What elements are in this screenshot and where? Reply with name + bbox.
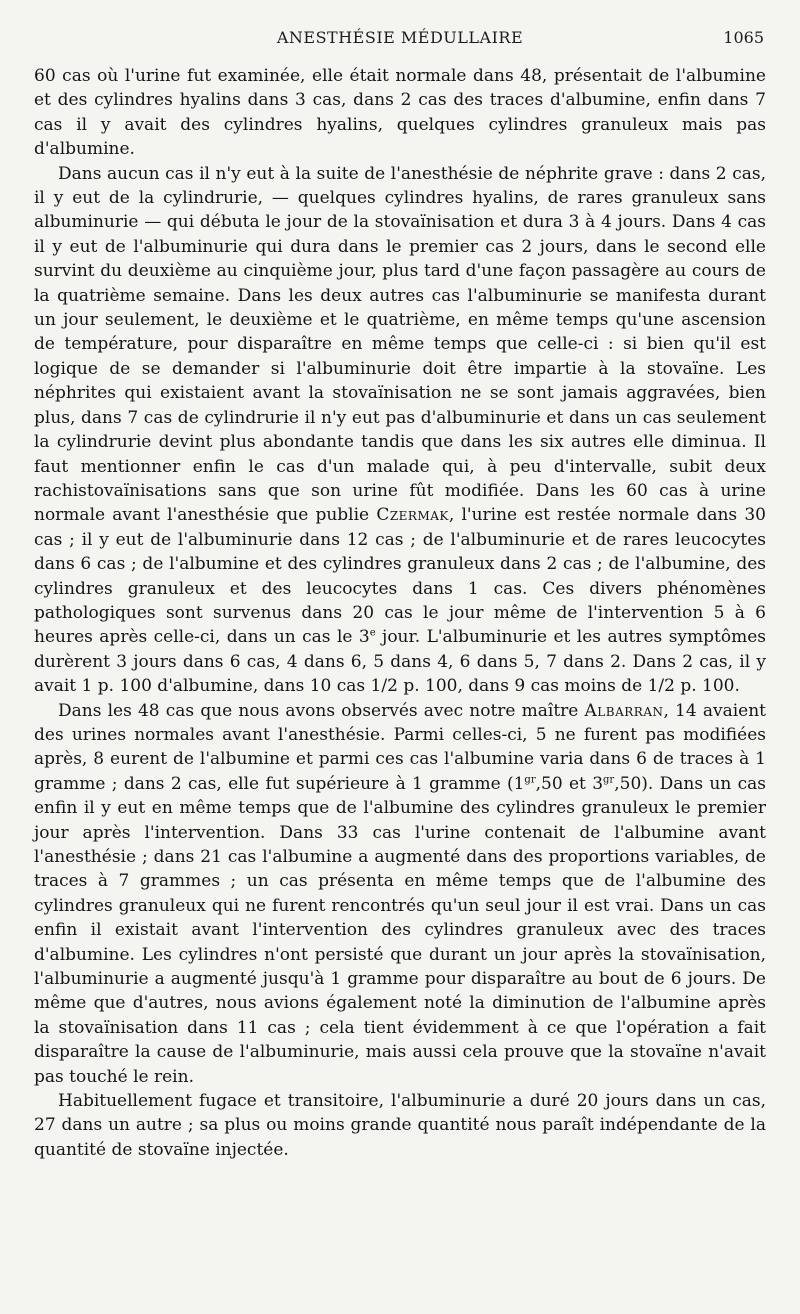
ordinal-superscript: e (369, 627, 376, 639)
author-albarran: Albarran (584, 700, 664, 721)
page-number: 1065 (723, 28, 764, 47)
paragraph-4 (34, 1089, 766, 1162)
gram-superscript-1: gr (524, 774, 536, 786)
paragraph-2-text-b: , l'urine est restée normale dans 30 cas ; il y eut de l'albuminurie dans 12 cas ; de l'albuminurie et de rares leucocytes dans 6 cas ; de l'albumine et des cylindres granuleux dans 2 cas ; de l'albumine, des cylindres granuleux et des leucocytes dans 1 cas. Ces divers phénomènes pathologiques sont survenus dans 20 cas le jour même de l'intervention 5 à 6 heures après celle-ci, dans un cas le 3 (34, 505, 766, 648)
body-text (34, 64, 766, 1162)
paragraph-3-text-a: Dans les 48 cas que nous avons observés avec notre maître (58, 700, 579, 721)
paragraph-4-text: Habituellement fugace et transitoire, l'albuminurie a duré 20 jours dans un cas, 27 dans un autre ; sa plus ou moins grande quantité nous paraît indépendante de la quantité de stovaïne injectée. (34, 1091, 766, 1160)
paragraph-2-text-a: Dans aucun cas il n'y eut à la suite de l'anesthésie de néphrite grave : dans 2 cas, il y eut de la cylindrurie, — quelques cylindres hyalins, de rares granuleux sans albuminurie — qui débuta le jour de la stovaïnisation et dura 3 à 4 jours. Dans 4 cas il y eut de l'albuminurie qui dura dans le premier cas 2 jours, dans le second elle survint du deuxième au cinquième jour, plus tard d'une façon passagère au cours de la quatrième semaine. Dans les deux autres cas l'albuminurie se manifesta durant un jour seulement, le deuxième et le quatrième, en même temps qu'une ascension de température, pour disparaître en même temps que celle-ci : si bien qu'il est logique de se demander si l'albuminurie doit être impartie à la stovaïne. Les néphrites qui existaient avant la stovaïnisation ne se sont jamais aggravées, bien plus, dans 7 cas de cylindrurie il n'y eut pas d'albuminurie et dans un cas seulement la cylindrurie devint plus abondante tandis que dans les six autres elle diminua. Il faut mentionner enfin le cas d'un malade qui, à peu d'intervalle, subit deux rachistovaïnisations sans que son urine fût modifiée. Dans les 60 cas à urine normale avant l'anesthésie que publie (34, 163, 766, 526)
paragraph-3-text-b: , 14 avaient des urines normales avant l'anesthésie. Parmi celles-ci, 5 ne furent pas modifiées après, 8 eurent de l'albumine et parmi ces cas l'albumine varia dans 6 de traces à 1 gramme ; dans 2 cas, elle fut supérieure à 1 gramme (1 (34, 700, 766, 794)
author-czermak: Czermak (376, 505, 449, 526)
paragraph-3-text-d: ,50). Dans un cas enfin il y eut en même temps que de l'albumine des cylindres granuleux le premier jour après l'intervention. Dans 33 cas l'urine contenait de l'albumine avant l'anesthésie ; dans 21 cas l'albumine a augmenté dans des proportions variables, de traces à 7 grammes ; un cas présenta en même temps que de l'albumine des cylindres granuleux qui ne furent rencontrés qu'un seul jour il est vrai. Dans un cas enfin il existait avant l'intervention des cylindres granuleux avec des traces d'albumine. Les cylindres n'ont persisté que durant un jour après la stovaïnisation, l'albuminurie a augmenté jusqu'à 1 gramme pour disparaître au bout de 6 jours. De même que d'autres, nous avions également noté la diminution de l'albumine après la stovaïnisation dans 11 cas ; cela tient évidemment à ce que l'opération a fait disparaître la cause de l'albuminurie, mais aussi cela prouve que la stovaïne n'avait pas touché le rein. (34, 773, 767, 1087)
page-header (34, 28, 766, 52)
paragraph-3-text-c: ,50 et 3 (535, 773, 604, 794)
paragraph-1 (34, 64, 766, 162)
paragraph-2 (34, 162, 766, 699)
running-title: ANESTHÉSIE MÉDULLAIRE (276, 28, 524, 47)
gram-superscript-2: gr (603, 774, 615, 786)
paragraph-1-text: 60 cas où l'urine fut examinée, elle était normale dans 48, présentait de l'albumine et des cylindres hyalins dans 3 cas, dans 2 cas des traces d'albumine, enfin dans 7 cas il y avait des cylindres hyalins, quelques cylindres granuleux mais pas d'albumine. (34, 66, 766, 160)
paragraph-2-text-c: jour. L'albuminurie et les autres symptômes durèrent 3 jours dans 6 cas, 4 dans 6, 5 dans 4, 6 dans 5, 7 dans 2. Dans 2 cas, il y avait 1 p. 100 d'albumine, dans 10 cas 1/2 p. 100, dans 9 cas moins de 1/2 p. 100. (34, 627, 766, 697)
paragraph-3 (34, 699, 766, 1090)
